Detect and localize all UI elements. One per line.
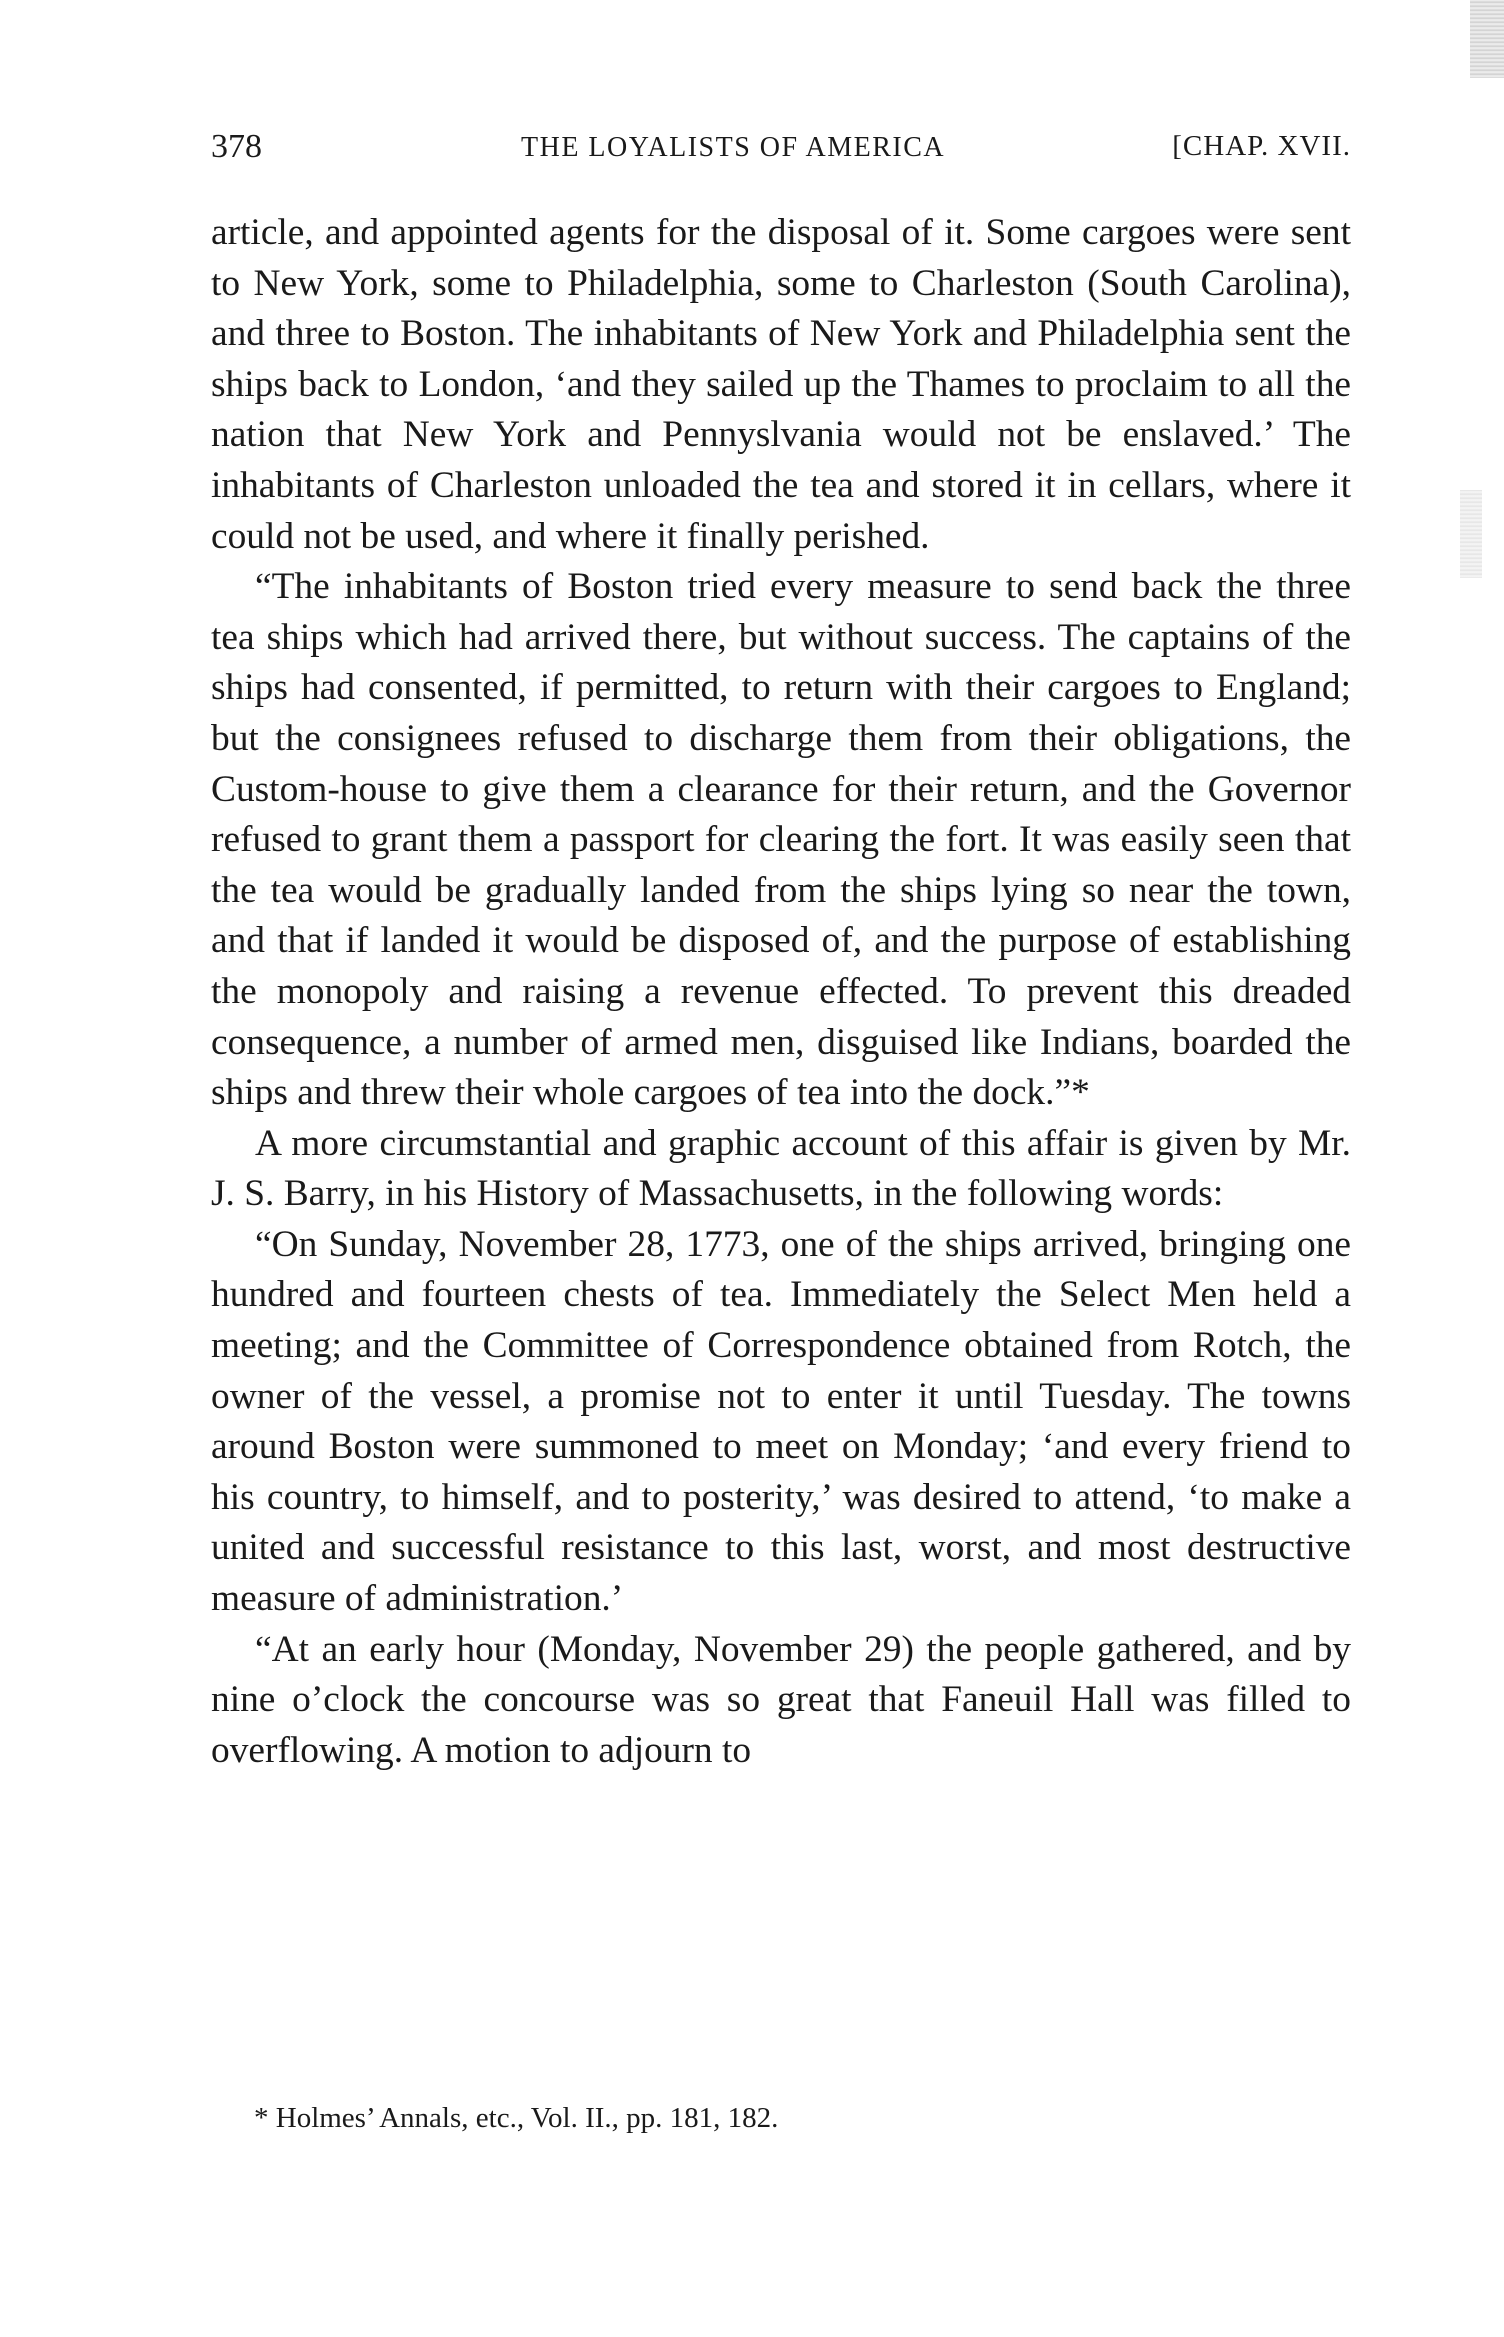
body-text: [211, 208, 1351, 1776]
chapter-reference: [CHAP. XVII.: [1172, 130, 1351, 162]
paragraph: “At an early hour (Monday, November 29) the people gathered, and by nine o’clock the concourse was so great that Faneuil Hall was filled to overflowing. A motion to adjourn to: [211, 1628, 1351, 1771]
scan-edge-artifact: [1460, 490, 1482, 578]
paragraph: A more circumstantial and graphic account of this affair is given by Mr. J. S. Barry, in his History of Massachusetts, in the following words:: [211, 1122, 1351, 1215]
running-header: [211, 128, 1351, 176]
paragraph: “On Sunday, November 28, 1773, one of the ships arrived, bringing one hundred and fourteen chests of tea. Immediately the Select Men held a meeting; and the Committee of Correspondence obtained from Rotch, the owner of the vessel, a promise not to enter it until Tuesday. The towns around Boston were summoned to meet on Monday; ‘and every friend to his country, to himself, and to posterity,’ was desired to attend, ‘to make a united and successful resistance to this last, worst, and most destructive measure of administration.’: [211, 1223, 1351, 1620]
book-title: THE LOYALISTS OF AMERICA: [521, 132, 946, 163]
paragraph: “The inhabitants of Boston tried every measure to send back the three tea ships which had arrived there, but without success. The captains of the ships had consented, if permitted, to return with their cargoes to England; but the consignees refused to discharge them from their obligations, the Custom-house to give them a clearance for their return, and the Governor refused to grant them a passport for clearing the fort. It was easily seen that the tea would be gradually landed from the ships lying so near the town, and that if landed it would be disposed of, and the purpose of establishing the monopoly and raising a revenue effected. To prevent this dreaded consequence, a number of armed men, disguised like Indians, boarded the ships and threw their whole cargoes of tea into the dock.”*: [211, 566, 1351, 1114]
paragraph: article, and appointed agents for the disposal of it. Some cargoes were sent to New York, some to Philadelphia, some to Charleston (South Carolina), and three to Boston. The inhabitants of New York and Philadelphia sent the ships back to London, ‘and they sailed up the Thames to proclaim to all the nation that New York and Pennyslvania would not be enslaved.’ The inhabitants of Charleston unloaded the tea and stored it in cellars, where it could not be used, and where it finally perished.: [211, 212, 1351, 557]
page-number: 378: [211, 128, 262, 165]
scan-edge-artifact: [1470, 0, 1504, 78]
footnote: * Holmes’ Annals, etc., Vol. II., pp. 181, 182.: [254, 2102, 779, 2134]
